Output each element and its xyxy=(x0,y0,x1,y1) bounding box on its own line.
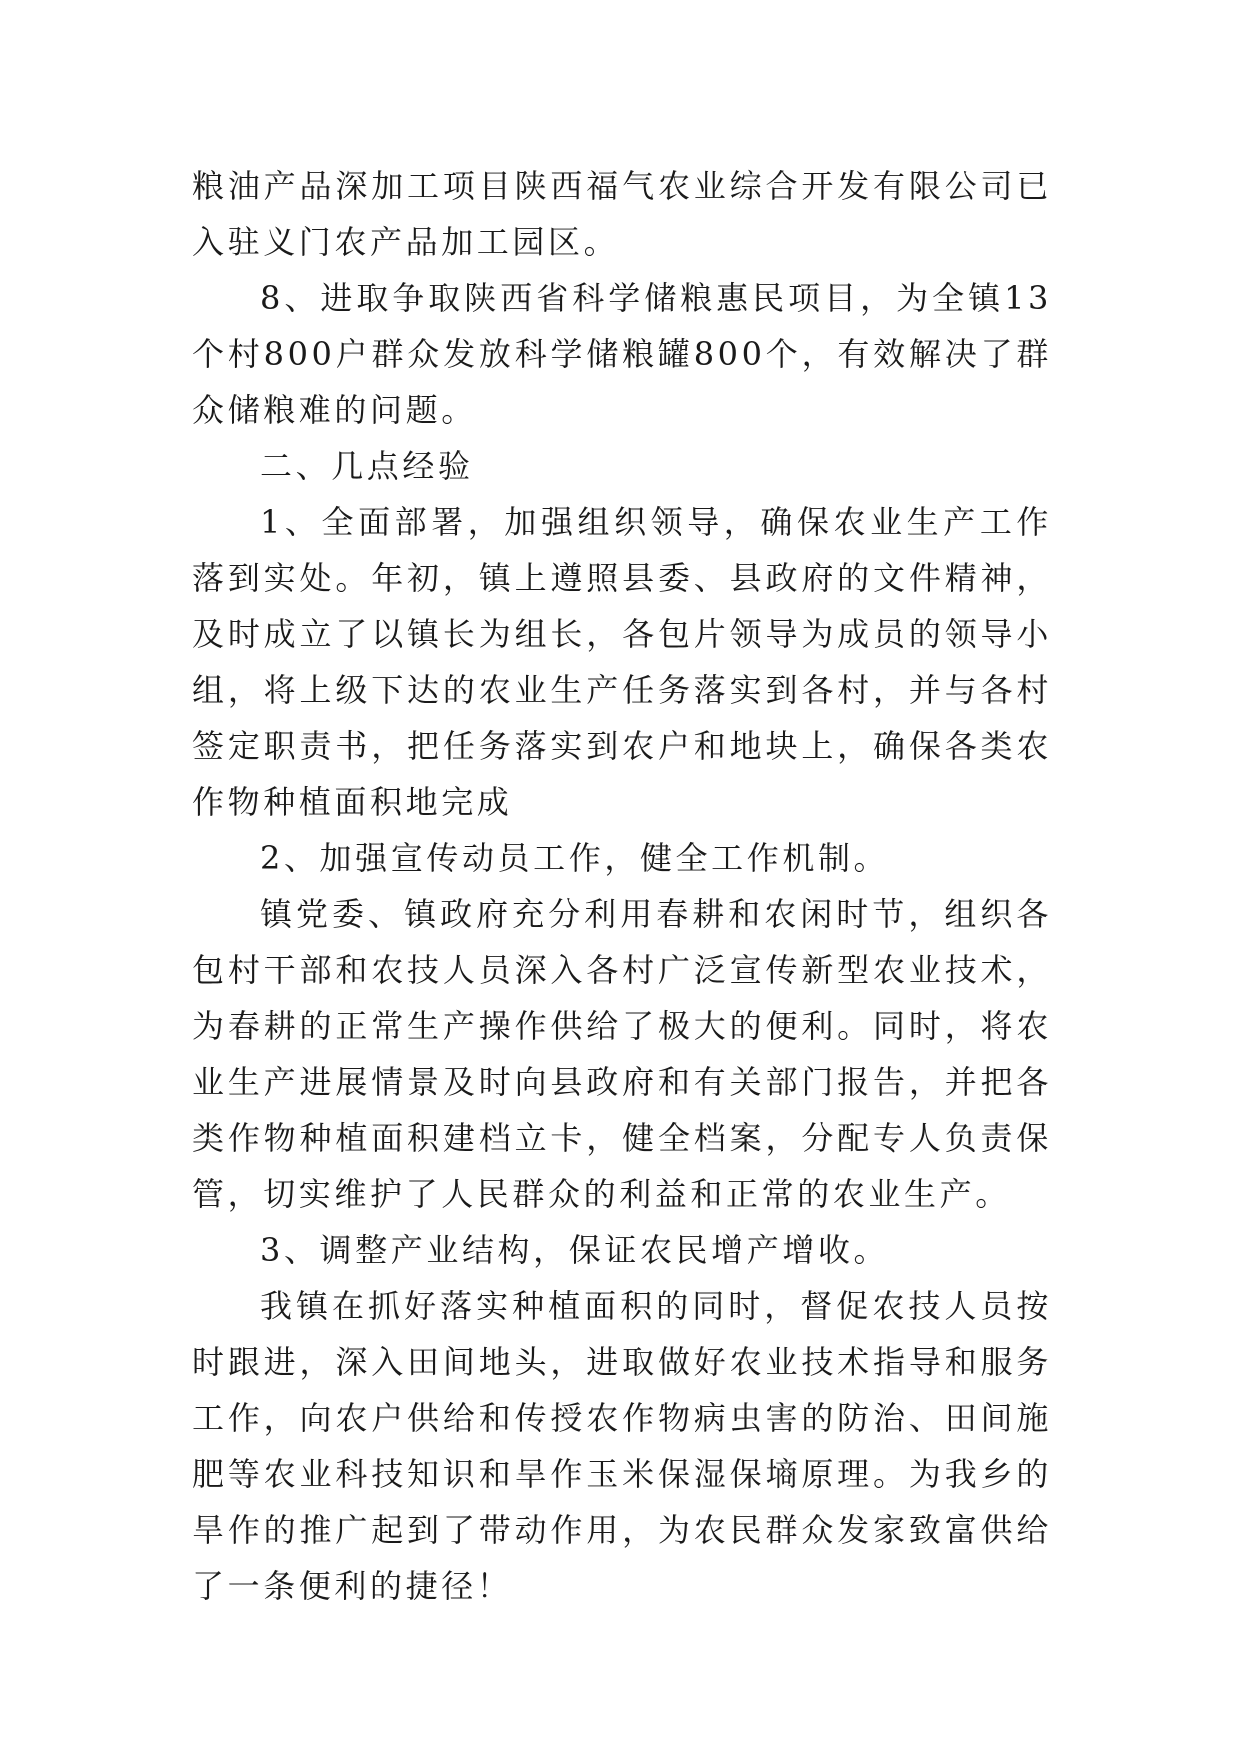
paragraph-point-3-heading: 3、调整产业结构，保证农民增产增收。 xyxy=(260,1231,890,1269)
paragraph-point-1: 1、全面部署，加强组织领导，确保农业生产工作落到实处。年初，镇上遵照县委、县政府的文件精神，及时成立了以镇长为组长，各包片领导为成员的领导小组，将上级下达的农业生产任务落实到各村，并与各村签定职责书，把任务落实到农户和地块上，确保各类农作物种植面积地完成 xyxy=(192,503,1052,821)
paragraph-point-2-body: 镇党委、镇政府充分利用春耕和农闲时节，组织各包村干部和农技人员深入各村广泛宣传新型农业技术，为春耕的正常生产操作供给了极大的便利。同时，将农业生产进展情景及时向县政府和有关部门报告，并把各类作物种植面积建档立卡，健全档案，分配专人负责保管，切实维护了人民群众的利益和正常的农业生产。 xyxy=(192,895,1052,1213)
section-heading-experience: 二、几点经验 xyxy=(260,447,474,485)
paragraph-item-8: 8、进取争取陕西省科学储粮惠民项目，为全镇13个村800户群众发放科学储粮罐800个，有效解决了群众储粮难的问题。 xyxy=(192,279,1052,429)
document-body xyxy=(192,158,1052,1614)
paragraph-continuation: 粮油产品深加工项目陕西福气农业综合开发有限公司已入驻义门农产品加工园区。 xyxy=(192,167,1052,261)
paragraph-point-3-body: 我镇在抓好落实种植面积的同时，督促农技人员按时跟进，深入田间地头，进取做好农业技术指导和服务工作，向农户供给和传授农作物病虫害的防治、田间施肥等农业科技知识和旱作玉米保湿保墒原理。为我乡的旱作的推广起到了带动作用，为农民群众发家致富供给了一条便利的捷径！ xyxy=(192,1287,1052,1605)
paragraph-point-2-heading: 2、加强宣传动员工作，健全工作机制。 xyxy=(260,839,890,877)
